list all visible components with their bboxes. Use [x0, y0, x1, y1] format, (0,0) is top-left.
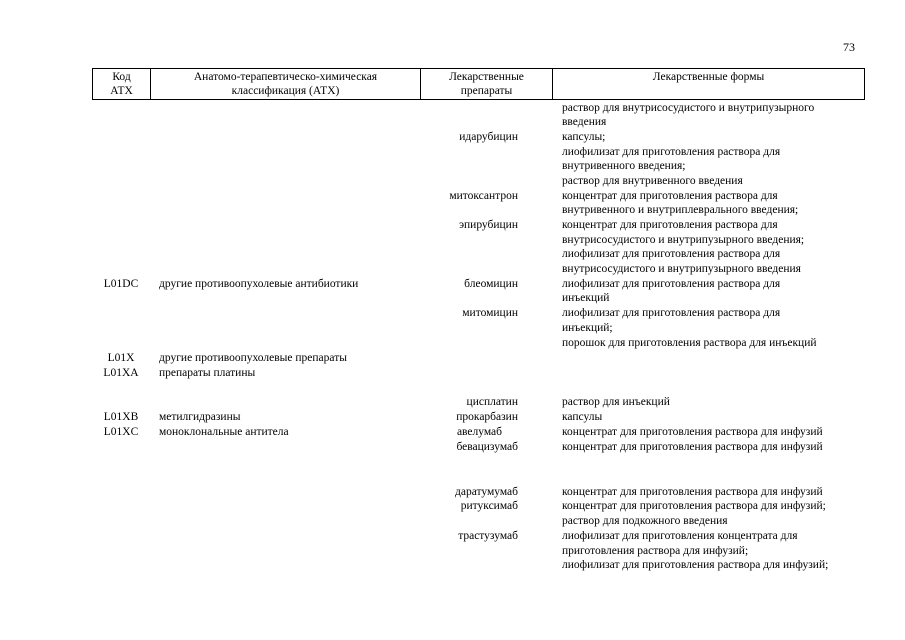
form-line: концентрат для приготовления раствора для [562, 219, 778, 231]
header-code-label-1: Код [112, 71, 131, 83]
form-line: концентрат для приготовления раствора для инфузий [562, 426, 823, 438]
atc-code: L01XB [103, 411, 139, 423]
page-number: 73 [843, 40, 855, 54]
drug-name: трастузумаб [458, 530, 518, 542]
atc-code: L01DC [103, 278, 139, 290]
form-line: раствор для внутривенного введения [562, 175, 743, 187]
form-line: инъекций; [562, 322, 613, 334]
form-line: капсулы; [562, 131, 606, 143]
drug-name: эпирубицин [459, 219, 518, 231]
drug-name: цисплатин [466, 396, 518, 408]
form-line: лиофилизат для приготовления раствора для [562, 146, 781, 158]
form-line: лиофилизат для приготовления концентрата для [562, 530, 798, 542]
form-line: внутрисосудистого и внутрипузырного введения; [562, 234, 805, 246]
header-forms-label: Лекарственные формы [652, 71, 765, 83]
atc-classification: другие противоопухолевые препараты [159, 352, 347, 364]
form-line: лиофилизат для приготовления раствора для [562, 248, 781, 260]
atc-classification: моноклональные антитела [159, 426, 289, 438]
drug-name: бевацизумаб [456, 441, 518, 453]
form-line: внутрисосудистого и внутрипузырного введения [562, 263, 801, 275]
form-line: концентрат для приготовления раствора для инфузий [562, 486, 823, 498]
header-divider-right [864, 68, 865, 99]
form-line: порошок для приготовления раствора для инъекций [562, 337, 817, 349]
atc-classification: препараты платины [159, 367, 256, 379]
form-line: раствор для инъекций [562, 396, 670, 408]
atc-code: L01XA [103, 367, 139, 379]
form-line: внутривенного и внутриплеврального введения; [562, 204, 799, 216]
drug-name: митомицин [462, 307, 518, 319]
form-line: лиофилизат для приготовления раствора для [562, 307, 781, 319]
drug-name: даратумумаб [454, 486, 518, 498]
form-line: лиофилизат для приготовления раствора для [562, 278, 781, 290]
form-line: концентрат для приготовления раствора для инфузий; [562, 500, 826, 512]
form-line: раствор для подкожного введения [562, 515, 728, 527]
form-line: концентрат для приготовления раствора для [562, 190, 778, 202]
atc-classification: метилгидразины [159, 411, 241, 423]
drug-name: авелумаб [456, 426, 502, 438]
header-top-border [92, 68, 865, 69]
atc-code: L01X [107, 352, 135, 364]
form-line: капсулы [562, 411, 603, 423]
header-code-label-2: АТХ [110, 85, 133, 97]
header-bottom-border [92, 99, 865, 100]
drug-name: блеомицин [464, 278, 518, 290]
drug-name: ритуксимаб [460, 500, 518, 512]
header-class-label-2: классификация (АТХ) [231, 85, 340, 97]
form-line: концентрат для приготовления раствора для инфузий [562, 441, 823, 453]
atc-classification: другие противоопухолевые антибиотики [159, 278, 359, 290]
form-line: лиофилизат для приготовления раствора для инфузий; [562, 559, 829, 571]
form-line: введения [562, 116, 607, 128]
header-class-label-1: Анатомо-терапевтическо-химическая [193, 71, 378, 83]
drug-name: прокарбазин [456, 411, 518, 423]
form-line: раствор для внутрисосудистого и внутрипузырного [562, 102, 815, 114]
form-line: внутривенного введения; [562, 160, 686, 172]
form-line: приготовления раствора для инфузий; [562, 545, 749, 557]
header-drugs-label-1: Лекарственные [449, 71, 524, 83]
atc-code: L01XC [103, 426, 139, 438]
drug-name: идарубицин [459, 131, 518, 143]
form-line: инъекций [562, 292, 610, 304]
drug-name: митоксантрон [449, 190, 518, 202]
header-drugs-label-2: препараты [460, 85, 513, 97]
